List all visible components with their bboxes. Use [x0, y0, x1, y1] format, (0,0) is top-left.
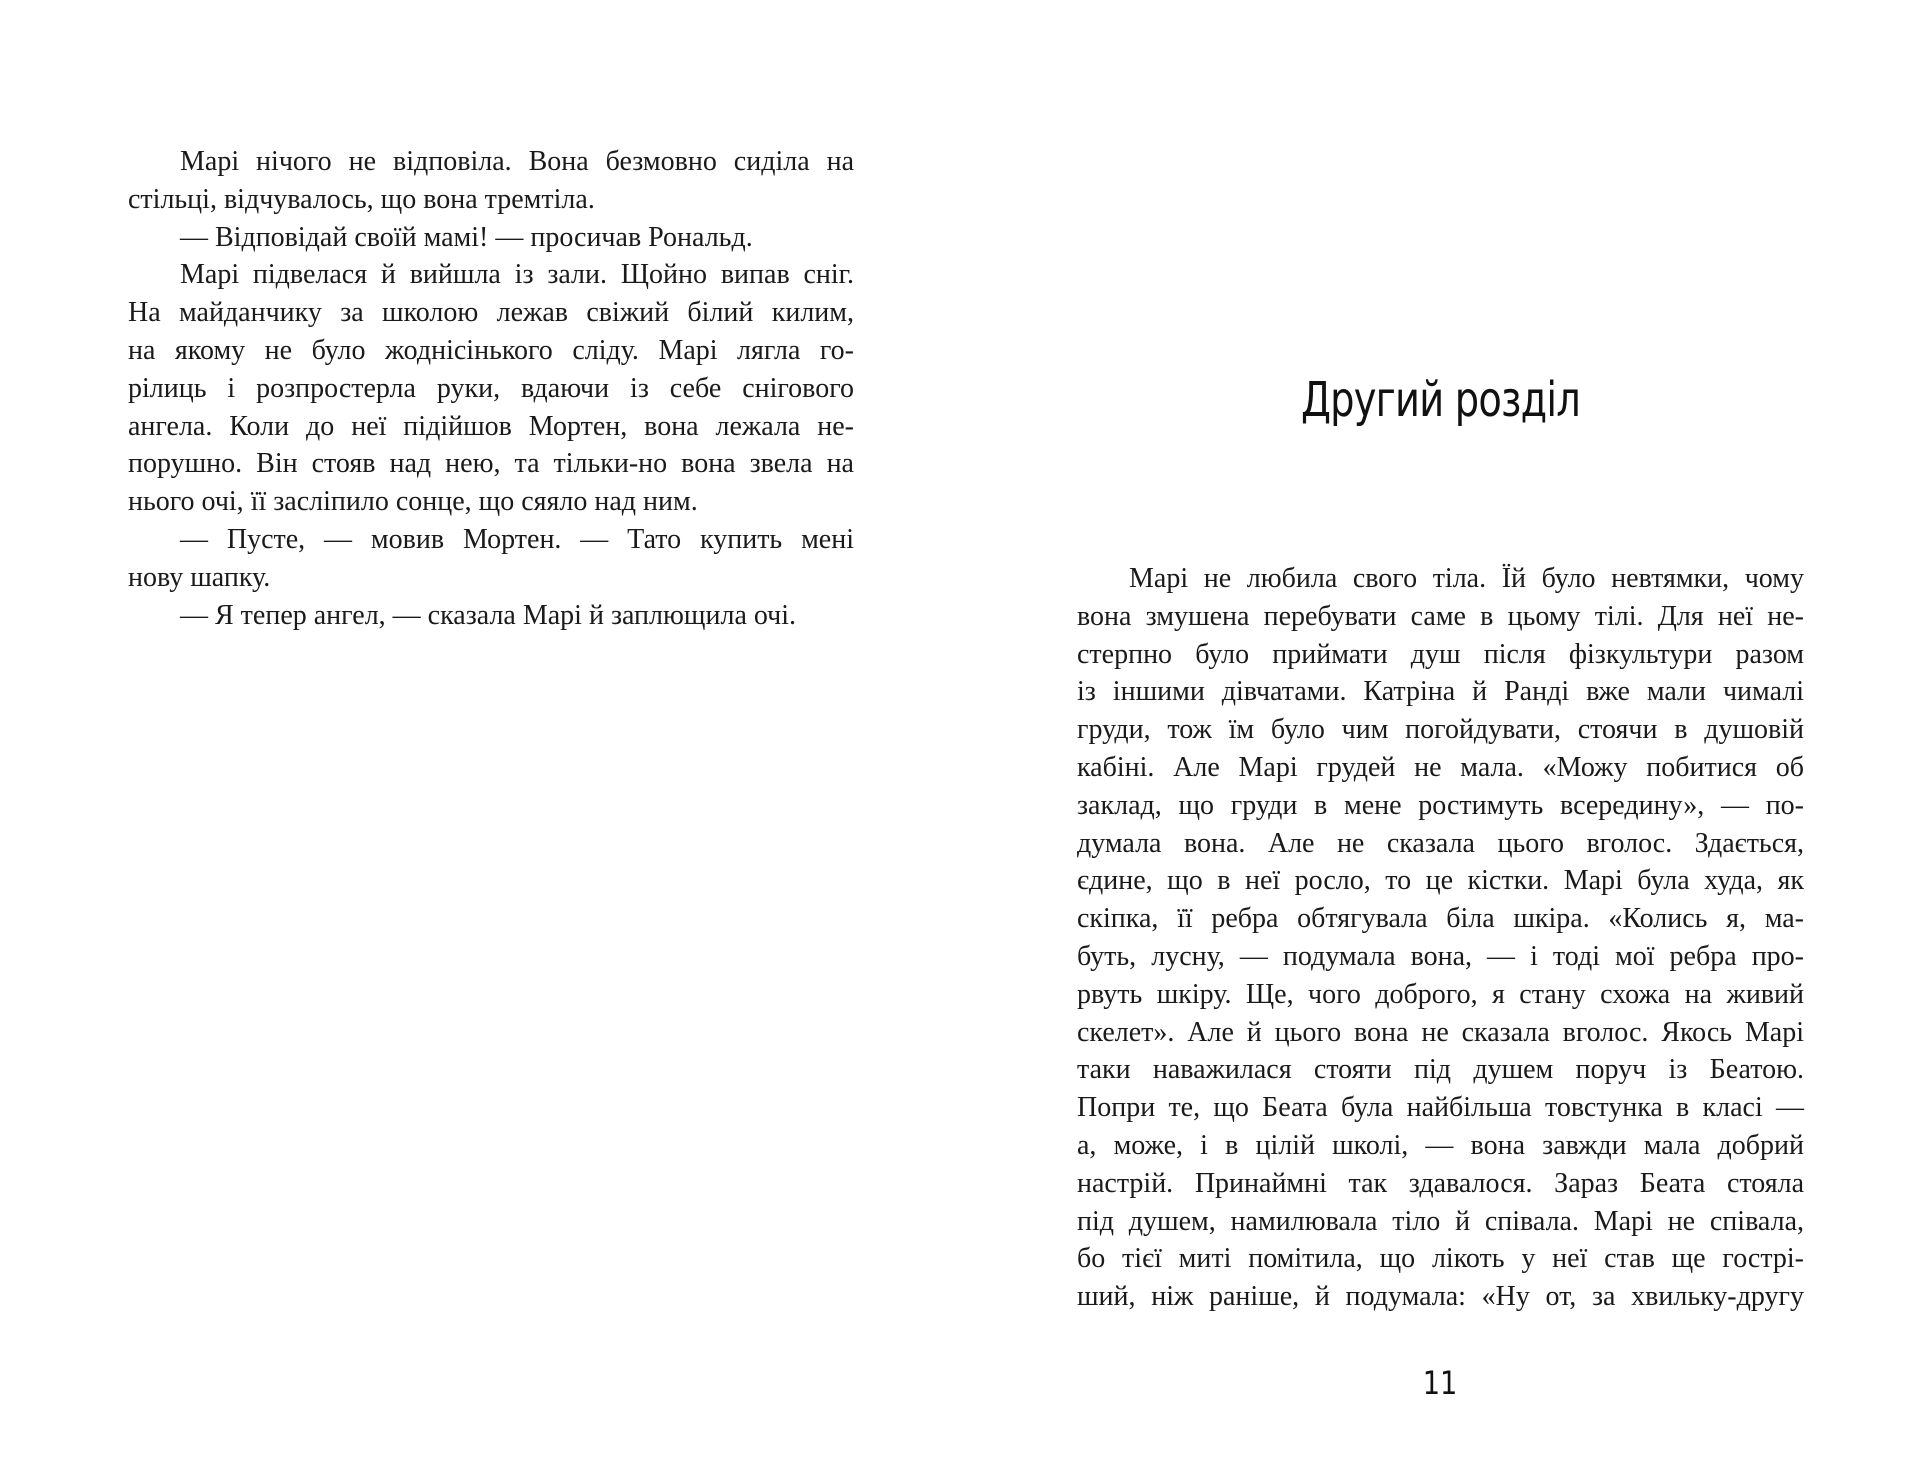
text-line: рілиць і розпростерла руки, вдаючи із себе снігового: [128, 372, 854, 404]
text-line: На майданчику за школою лежав свіжий білий килим,: [128, 297, 854, 329]
chapter-title: Другий розділ: [1300, 372, 1581, 428]
page-number: 11: [1422, 1364, 1458, 1402]
text-line: думала вона. Але не сказала цього вголос. Здається,: [1077, 827, 1804, 859]
right-page-text: [1077, 560, 1804, 1316]
text-line: рвуть шкіру. Ще, чого доброго, я стану схожа на живий: [1077, 978, 1804, 1010]
text-line: — Я тепер ангел, — сказала Марі й заплющила очі.: [180, 599, 797, 631]
text-line: Попри те, що Беата була найбільша товстунка в класі —: [1077, 1092, 1804, 1124]
text-line: на якому не було жоднісінького сліду. Марі лягла го-: [128, 334, 854, 366]
text-line: бо тієї миті помітила, що лікоть у неї став ще гострі-: [1077, 1243, 1804, 1275]
text-line: — Відповідай своїй мамі! — просичав Рональд.: [180, 221, 753, 253]
text-line: ангела. Коли до неї підійшов Мортен, вона лежала не-: [128, 410, 854, 442]
text-line: буть, лусну, — подумала вона, — і тоді мої ребра про-: [1077, 940, 1804, 972]
text-line: Марі не любила свого тіла. Їй було невтямки, чому: [1129, 563, 1804, 594]
left-page-text: [128, 143, 854, 634]
text-line: ший, ніж раніше, й подумала: «Ну от, за хвильку-другу: [1077, 1281, 1804, 1313]
text-line: таки наважилася стояти під душем поруч із Беатою.: [1077, 1054, 1804, 1086]
text-line: кабіні. Але Марі грудей не мала. «Можу побитися об: [1077, 751, 1804, 783]
text-line: а, може, і в цілій школі, — вона завжди мала добрий: [1077, 1129, 1804, 1161]
text-line: єдине, що в неї росло, то це кістки. Марі була худа, як: [1077, 865, 1804, 897]
text-line: настрій. Принаймні так здавалося. Зараз Беата стояла: [1077, 1167, 1804, 1199]
text-line: стерпно було приймати душ після фізкультури разом: [1077, 638, 1804, 670]
text-line: із іншими дівчатами. Катріна й Ранді вже мали чималі: [1077, 676, 1804, 708]
text-line: заклад, що груди в мене ростимуть всередину», — по-: [1077, 789, 1804, 821]
text-line: Марі підвелася й вийшла із зали. Щойно випав сніг.: [180, 259, 854, 291]
text-line: нову шапку.: [128, 561, 271, 593]
text-line: скелет». Але й цього вона не сказала вголос. Якось Марі: [1077, 1016, 1804, 1048]
text-line: стільці, відчувалось, що вона тремтіла.: [128, 183, 595, 215]
text-line: нього очі, її засліпило сонце, що сяяло над ним.: [128, 486, 698, 518]
text-line: скіпка, її ребра обтягувала біла шкіра. «Колись я, ма-: [1077, 903, 1804, 935]
text-line: Марі нічого не відповіла. Вона безмовно сиділа на: [180, 146, 854, 177]
text-line: порушно. Він стояв над нею, та тільки-но вона звела на: [128, 448, 854, 480]
text-line: під душем, намилювала тіло й співала. Марі не співала,: [1077, 1205, 1804, 1237]
text-line: груди, тож їм було чим погойдувати, стоячи в душовій: [1077, 714, 1804, 746]
text-line: — Пусте, — мовив Мортен. — Тато купить мені: [180, 523, 854, 555]
text-line: вона змушена перебувати саме в цьому тілі. Для неї не-: [1077, 600, 1804, 632]
